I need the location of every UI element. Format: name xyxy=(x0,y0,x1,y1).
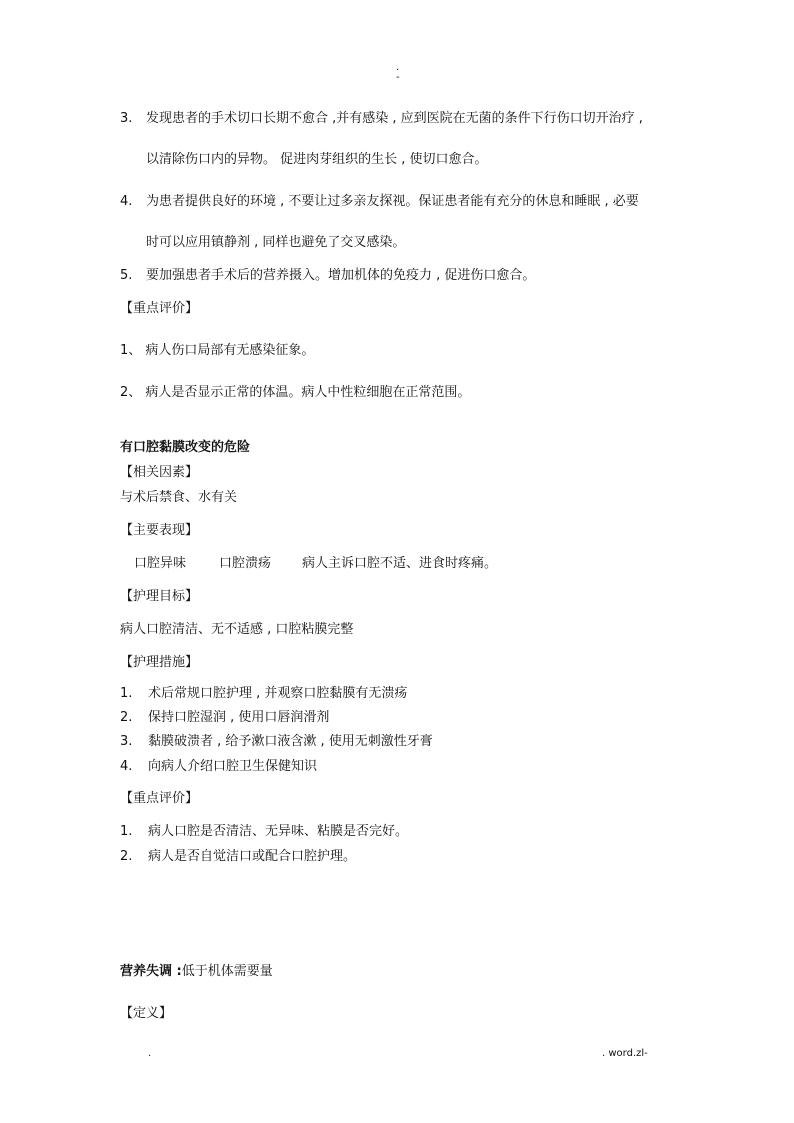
body-text: 病人口腔清洁、无不适感 , 口腔粘膜完整 xyxy=(120,622,354,637)
list-item-text: 病人是否自觉洁口或配合口腔护理。 xyxy=(148,849,357,864)
manifestation-item: 口腔溃疡 xyxy=(219,556,272,571)
section-heading: 【护理目标】 xyxy=(120,589,199,604)
list-item-text-continued: 时可以应用镇静剂 , 同样也避免了交叉感染。 xyxy=(146,235,406,250)
section-heading: 【定义】 xyxy=(120,1006,173,1021)
body-text: 与术后禁食、水有关 xyxy=(120,490,238,505)
list-item-text: 黏膜破溃者 , 给予漱口液含漱 , 使用无刺激性牙膏 xyxy=(148,734,433,749)
section-heading: 【主要表现】 xyxy=(120,523,199,538)
list-item-text: 发现患者的手术切口长期不愈合 ,并有感染 , 应到医院在无菌的条件下行伤口切开治疗 , xyxy=(146,111,643,126)
list-item-number: 4. xyxy=(120,194,133,209)
list-item-text: 向病人介绍口腔卫生保健知识 xyxy=(148,759,318,774)
eval-item: 1、 病人伤口局部有无感染征象。 xyxy=(120,343,315,358)
section-heading: 【重点评价】 xyxy=(120,791,199,806)
eval-item: 2、 病人是否显示正常的体温。病人中性粒细胞在正常范围。 xyxy=(120,385,471,400)
list-item-number: 1. xyxy=(120,824,133,839)
list-item-text: 术后常规口腔护理 , 并观察口腔黏膜有无溃疡 xyxy=(148,686,408,701)
section-title xyxy=(120,964,273,980)
section-title-rest: 低于机体需要量 xyxy=(181,964,273,979)
section-heading: 【护理措施】 xyxy=(120,655,199,670)
section-title: 有口腔黏膜改变的危险 xyxy=(120,440,251,455)
list-item-number: 3. xyxy=(120,111,133,126)
list-item-text: 为患者提供良好的环境 , 不要让过多亲友探视。保证患者能有充分的休息和睡眠 , 必要 xyxy=(146,194,639,209)
footer-left-mark: . xyxy=(148,1048,152,1059)
section-title-bold: 营养失调 : xyxy=(120,964,182,979)
list-item-number: 4. xyxy=(120,759,133,774)
list-item-number: 3. xyxy=(120,734,133,749)
section-heading: 【重点评价】 xyxy=(120,301,199,316)
list-item-text-continued: 以清除伤口内的异物。 促进肉芽组织的生长 , 使切口愈合。 xyxy=(146,152,488,167)
list-item-text: 病人口腔是否清洁、无异味、粘膜是否完好。 xyxy=(148,824,409,839)
list-item-text: 要加强患者手术后的营养摄入。增加机体的免疫力 , 促进伤口愈合。 xyxy=(146,268,536,283)
manifestation-item: 病人主诉口腔不适、进食时疼痛。 xyxy=(302,556,498,571)
list-item-number: 5. xyxy=(120,268,133,283)
header-mark-bottom: - xyxy=(396,72,400,83)
section-heading: 【相关因素】 xyxy=(120,465,199,480)
list-item-number: 2. xyxy=(120,849,133,864)
list-item-number: 2. xyxy=(120,710,133,725)
footer-right-mark: . word.zl- xyxy=(602,1048,648,1059)
list-item-text: 保持口腔湿润 , 使用口唇润滑剂 xyxy=(148,710,330,725)
manifestation-item: 口腔异味 xyxy=(134,556,187,571)
header-mark-top: . xyxy=(396,62,400,73)
list-item-number: 1. xyxy=(120,686,133,701)
